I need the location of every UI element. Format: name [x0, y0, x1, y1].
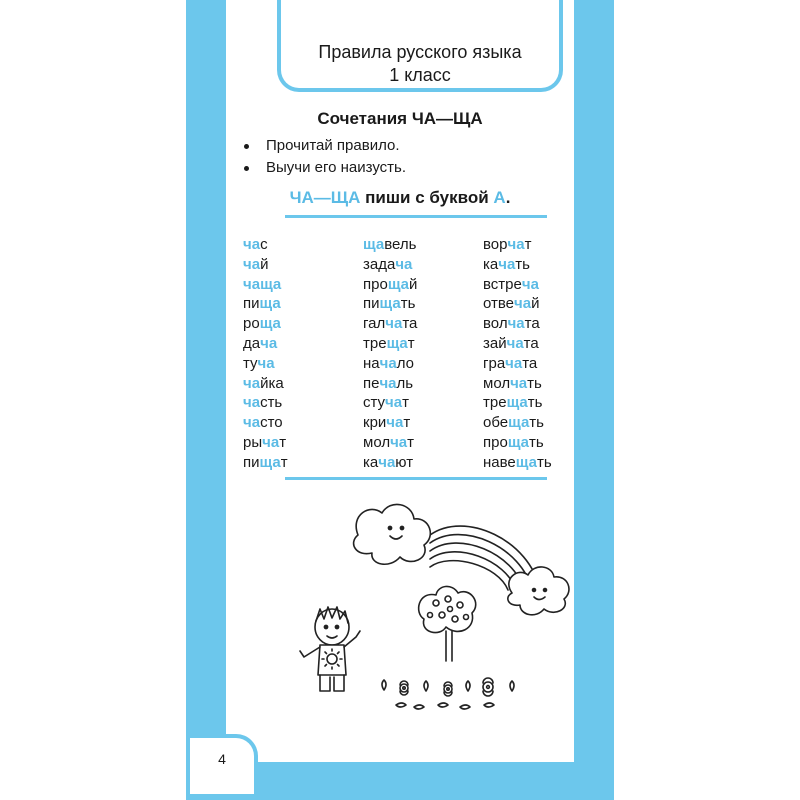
- word-highlight: ща: [507, 433, 529, 451]
- word-segment: ть: [527, 394, 543, 412]
- word-highlight: ща: [363, 236, 385, 253]
- word-item: [483, 374, 593, 394]
- page-number-box: [186, 734, 258, 794]
- tree-icon: [419, 586, 476, 661]
- title-box: [277, 0, 563, 92]
- word-highlight: ча: [514, 295, 532, 313]
- book-grade: 1 класс: [389, 65, 451, 85]
- word-item: [243, 255, 353, 275]
- word-highlight: ща: [379, 295, 401, 313]
- word-segment: ка: [483, 255, 499, 273]
- word-segment: тре: [363, 334, 387, 352]
- word-item: [363, 235, 473, 255]
- word-segment: на: [363, 354, 380, 372]
- word-segment: вор: [483, 236, 508, 253]
- word-highlight: ча: [395, 255, 413, 273]
- word-highlight: ща: [259, 453, 281, 471]
- word-highlight: ща: [508, 414, 530, 432]
- word-segment: с: [260, 236, 268, 253]
- word-item: [363, 255, 473, 275]
- word-highlight: ча: [243, 394, 261, 412]
- word-highlight: ча: [257, 354, 275, 372]
- word-item: [483, 433, 593, 453]
- word-segment: т: [407, 334, 415, 352]
- word-column-2: [363, 235, 473, 473]
- word-segment: зай: [483, 334, 507, 352]
- word-highlight: ча: [498, 255, 516, 273]
- word-item: [483, 235, 593, 255]
- word-highlight: ча: [379, 374, 397, 392]
- word-item: [243, 334, 353, 354]
- word-segment: та: [524, 315, 540, 333]
- word-segment: да: [243, 334, 261, 352]
- word-item: [483, 314, 593, 334]
- word-segment: й: [409, 275, 418, 293]
- book-title: Правила русского языка: [318, 42, 522, 62]
- word-highlight: ча: [505, 354, 523, 372]
- word-item: [363, 334, 473, 354]
- instruction-item: Выучи его наизусть.: [240, 157, 406, 179]
- word-column-1: [243, 235, 353, 473]
- word-segment: т: [407, 433, 415, 451]
- word-item: [483, 294, 593, 314]
- bottom-divider: [285, 477, 547, 480]
- word-segment: мол: [363, 433, 391, 451]
- word-highlight: ча: [243, 275, 261, 293]
- cloud-right-icon: [508, 567, 569, 615]
- word-item: [483, 255, 593, 275]
- word-item: [363, 294, 473, 314]
- word-item: [243, 433, 353, 453]
- word-segment: т: [524, 236, 532, 253]
- word-item: [243, 374, 353, 394]
- word-item: [483, 413, 593, 433]
- word-segment: ть: [400, 295, 416, 313]
- flowers-row-icon: [382, 678, 514, 709]
- word-item: [243, 294, 353, 314]
- word-highlight: ща: [515, 453, 537, 471]
- rule-letter: А: [493, 188, 506, 207]
- word-segment: ро: [243, 315, 260, 333]
- word-highlight: ча: [506, 334, 524, 352]
- word-segment: пи: [243, 295, 260, 313]
- illustration-rainbow-boy-icon: [290, 495, 590, 725]
- word-item: [363, 314, 473, 334]
- word-highlight: ча: [378, 453, 396, 471]
- word-item: [363, 275, 473, 295]
- word-item: [483, 275, 593, 295]
- word-item: [243, 393, 353, 413]
- word-segment: пи: [243, 453, 260, 471]
- word-highlight: ча: [243, 255, 261, 273]
- instruction-item: Прочитай правило.: [240, 135, 406, 157]
- page-number: 4: [218, 751, 226, 767]
- word-item: [243, 235, 353, 255]
- boy-icon: [300, 607, 360, 691]
- word-highlight: ча: [390, 433, 408, 451]
- word-segment: ть: [515, 255, 530, 273]
- word-highlight: ча: [521, 275, 539, 293]
- section-heading: Сочетания ЧА—ЩА: [317, 109, 483, 128]
- word-item: [483, 393, 593, 413]
- word-segment: наве: [483, 453, 516, 471]
- word-highlight: ча: [385, 394, 403, 412]
- word-highlight: ща: [506, 394, 528, 412]
- word-segment: ры: [243, 433, 263, 451]
- rule-end: .: [505, 188, 511, 207]
- word-segment: ть: [536, 453, 552, 471]
- word-highlight: ча: [243, 236, 261, 253]
- word-segment: т: [403, 414, 411, 432]
- word-segment: й: [260, 255, 269, 273]
- rule-statement: [226, 188, 574, 208]
- word-segment: йка: [260, 374, 284, 392]
- word-segment: вель: [384, 236, 417, 253]
- word-segment: кри: [363, 414, 387, 432]
- word-column-3: [483, 235, 593, 473]
- word-highlight: ча: [243, 414, 261, 432]
- word-item: [363, 413, 473, 433]
- word-segment: т: [402, 394, 409, 412]
- word-item: [243, 413, 353, 433]
- word-highlight: ча: [379, 354, 397, 372]
- word-highlight: ча: [386, 414, 404, 432]
- cloud-left-icon: [354, 504, 431, 564]
- word-highlight: ча: [385, 315, 403, 333]
- word-segment: про: [483, 433, 508, 451]
- word-item: [243, 354, 353, 374]
- word-item: [243, 275, 353, 295]
- word-segment: сто: [260, 414, 283, 432]
- word-highlight: ща: [259, 295, 281, 313]
- word-segment: та: [523, 334, 539, 352]
- word-segment: мол: [483, 374, 511, 392]
- word-highlight: ща: [260, 275, 282, 293]
- word-segment: ть: [529, 433, 544, 451]
- word-segment: ка: [363, 453, 379, 471]
- word-item: [483, 334, 593, 354]
- word-segment: гра: [483, 354, 506, 372]
- word-segment: ют: [395, 453, 414, 471]
- top-divider: [285, 215, 547, 218]
- word-segment: ть: [527, 374, 542, 392]
- word-segment: вол: [483, 315, 508, 333]
- word-item: [363, 374, 473, 394]
- word-segment: пе: [363, 374, 380, 392]
- word-highlight: ща: [387, 275, 409, 293]
- word-item: [243, 453, 353, 473]
- word-item: [363, 393, 473, 413]
- word-segment: т: [279, 433, 287, 451]
- word-segment: обе: [483, 414, 509, 432]
- instructions-list: [240, 135, 406, 179]
- word-segment: ло: [396, 354, 414, 372]
- word-segment: ту: [243, 354, 258, 372]
- word-item: [363, 433, 473, 453]
- word-item: [243, 314, 353, 334]
- word-item: [363, 354, 473, 374]
- word-highlight: ща: [259, 315, 281, 333]
- word-segment: зада: [363, 255, 396, 273]
- word-segment: сть: [260, 394, 283, 412]
- word-highlight: ча: [507, 315, 525, 333]
- word-segment: та: [402, 315, 418, 333]
- word-segment: ль: [396, 374, 414, 392]
- word-highlight: ча: [507, 236, 525, 253]
- word-highlight: ща: [386, 334, 408, 352]
- word-highlight: ча: [510, 374, 528, 392]
- word-segment: гал: [363, 315, 386, 333]
- word-item: [363, 453, 473, 473]
- word-highlight: ча: [243, 374, 261, 392]
- word-segment: сту: [363, 394, 386, 412]
- word-segment: й: [531, 295, 540, 313]
- word-segment: та: [522, 354, 538, 372]
- word-segment: отве: [483, 295, 515, 313]
- word-item: [483, 453, 593, 473]
- word-highlight: ча: [260, 334, 278, 352]
- rule-highlight: ЧА—ЩА: [289, 188, 361, 207]
- rule-text: пиши с буквой: [360, 188, 494, 207]
- word-item: [483, 354, 593, 374]
- word-segment: встре: [483, 275, 522, 293]
- word-highlight: ча: [262, 433, 280, 451]
- word-segment: пи: [363, 295, 380, 313]
- word-segment: тре: [483, 394, 507, 412]
- word-segment: т: [280, 453, 288, 471]
- word-segment: про: [363, 275, 388, 293]
- word-segment: ть: [529, 414, 544, 432]
